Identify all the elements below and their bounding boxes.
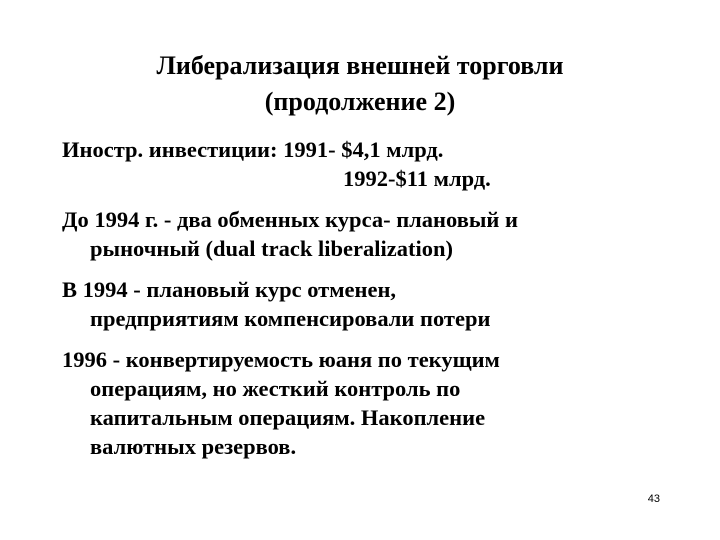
body-line-operations: операциям, но жесткий контроль по <box>90 376 461 401</box>
slide-title <box>0 48 720 120</box>
title-line-1: Либерализация внешней торговли <box>156 51 564 80</box>
slide-body <box>62 135 702 461</box>
body-line-capital-operations: капитальным операциям. Накопление <box>90 405 486 430</box>
body-line-dual-track: рыночный (dual track liberalization) <box>90 236 453 261</box>
body-line-exchange-rates: До 1994 г. - два обменных курса- плановый и <box>62 207 518 232</box>
body-line-investment-1991: Иностр. инвестиции: 1991- $4,1 млрд. <box>62 137 444 162</box>
body-line-compensation: предприятиям компенсировали потери <box>90 306 491 331</box>
page-number: 43 <box>647 493 660 505</box>
body-line-convertibility: 1996 - конвертируемость юаня по текущим <box>62 347 500 372</box>
title-line-2: (продолжение 2) <box>264 87 456 116</box>
body-line-plan-rate-cancelled: В 1994 - плановый курс отменен, <box>62 277 397 302</box>
body-line-reserves: валютных резервов. <box>90 434 297 459</box>
body-line-investment-1992: 1992-$11 млрд. <box>343 166 491 191</box>
